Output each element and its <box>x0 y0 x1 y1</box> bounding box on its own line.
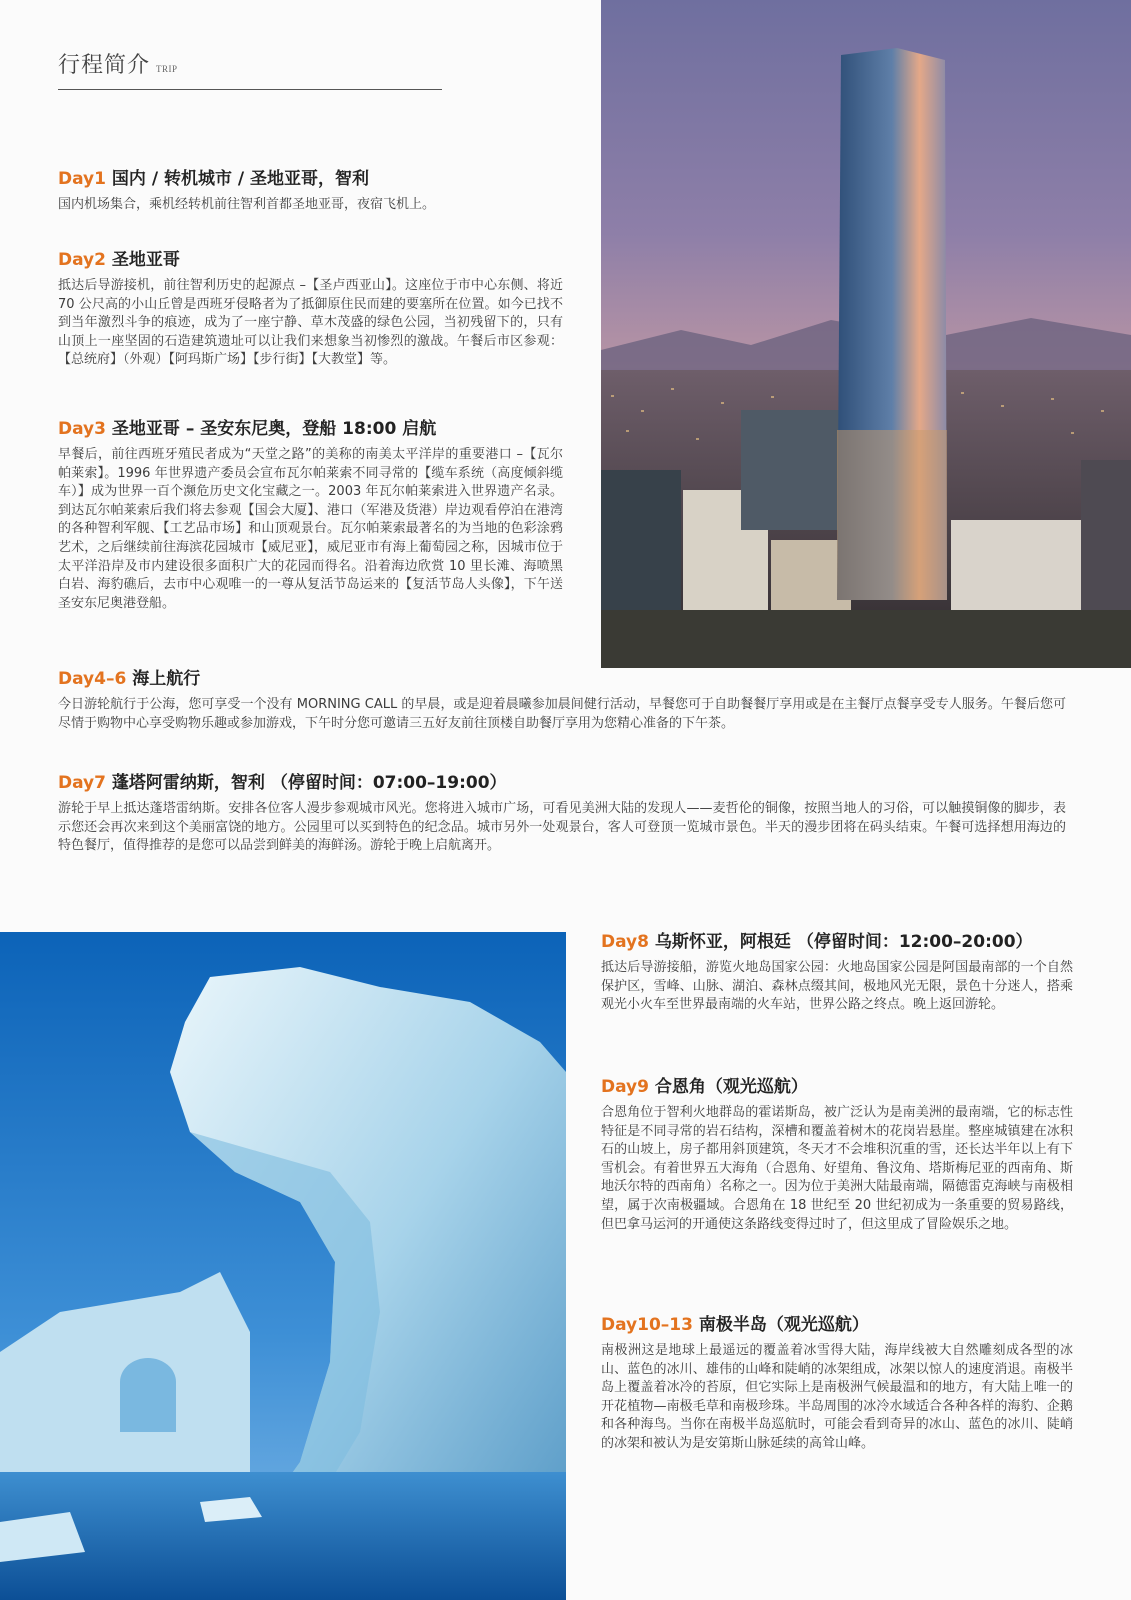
itinerary-day-9 <box>601 1076 1073 1234</box>
day-description: 南极洲这是地球上最遥远的覆盖着冰雪得大陆，海岸线被大自然雕刻成各型的冰山、蓝色的冰川、雄伟的山峰和陡峭的冰架组成，冰架以惊人的速度消退。南极半岛上覆盖着冰冷的苔原，但它实际上是南极洲气候最温和的地方，有大陆上唯一的开花植物—南极毛草和南极珍珠。半岛周围的冰冷水域适合各种各样的海豹、企鹅和各种海鸟。当你在南极半岛巡航时，可能会看到奇异的冰山、蓝色的冰川、陡峭的冰架和被认为是安第斯山脉延续的高耸山峰。 <box>601 1343 1073 1451</box>
day-description: 早餐后，前往西班牙殖民者成为“天堂之路”的美称的南美太平洋岸的重要港口 –【瓦尔帕莱索】。1996 年世界遗产委员会宣布瓦尔帕莱索不同寻常的【缆车系统（高度倾斜缆车）】成为世界一百个濒危历史文化宝藏之一。2003 年瓦尔帕莱索进入世界遗产名录。到达瓦尔帕莱索后我们将去参观【国会大厦】、港口（军港及货港）岸边观看停泊在港湾的各种智利军舰、【工艺品市场】和山顶观景台。瓦尔帕莱索最著名的为当地的色彩涂鸦艺术，之后继续前往海滨花园城市【威尼亚】，威尼亚市有海上葡萄园之称，因城市位于太平洋沿岸及市内建设很多面积广大的花园而得名。沿着海边欣赏 10 里长滩、海喷黑白岩、海豹礁后，去市中心观唯一的一尊从复活节岛运来的【复活节岛人头像】，下午送圣安东尼奥港登船。 <box>58 447 563 611</box>
day-heading <box>601 1314 1073 1336</box>
day-title: 蓬塔阿雷纳斯，智利 （停留时间：07:00–19:00） <box>111 773 507 793</box>
day-description: 抵达后导游接船，游览火地岛国家公园：火地岛国家公园是阿国最南部的一个自然保护区，雪峰、山脉、湖泊、森林点缀其间，极地风光无限，景色十分迷人，搭乘观光小火车至世界最南端的火车站，世界公路之终点。晚上返回游轮。 <box>601 960 1073 1013</box>
itinerary-day-7 <box>58 772 1066 856</box>
day-description: 今日游轮航行于公海，您可享受一个没有 MORNING CALL 的早晨，或是迎着晨曦参加晨间健行活动，早餐您可于自助餐餐厅享用或是在主餐厅点餐享受专人服务。午餐后您可尽情于购物中心享受购物乐趣或参加游戏，下午时分您可邀请三五好友前往顶楼自助餐厅享用为您精心准备的下午茶。 <box>58 697 1066 731</box>
day-number: Day3 <box>58 419 106 439</box>
day-heading <box>58 168 563 190</box>
itinerary-day-1 <box>58 168 563 215</box>
day-number: Day7 <box>58 773 106 793</box>
day-heading <box>58 249 563 271</box>
itinerary-day-2 <box>58 249 563 370</box>
day-number: Day10–13 <box>601 1315 693 1335</box>
itinerary-day-10-13 <box>601 1314 1073 1454</box>
day-title: 圣地亚哥 <box>111 250 180 270</box>
page-subtitle: TRIP <box>156 64 178 74</box>
day-title: 海上航行 <box>132 669 201 689</box>
day-description: 抵达后导游接机，前往智利历史的起源点 –【圣卢西亚山】。这座位于市中心东侧、将近 70 公尺高的小山丘曾是西班牙侵略者为了抵御原住民而建的要塞所在位置。如今已找不到当年激烈斗争的痕迹，成为了一座宁静、草木茂盛的绿色公园，当初残留下的，只有山顶上一座坚固的石造建筑遗址可以让我们来想象当初惨烈的激战。午餐后市区参观：【总统府】（外观）【阿玛斯广场】【步行街】【大教堂】等。 <box>58 278 563 368</box>
header-divider <box>58 89 442 90</box>
iceberg-photo <box>0 932 566 1600</box>
day-heading <box>58 418 563 440</box>
page-header <box>58 48 442 79</box>
day-number: Day1 <box>58 169 106 189</box>
day-description: 合恩角位于智利火地群岛的霍诺斯岛，被广泛认为是南美洲的最南端，它的标志性特征是不同寻常的岩石结构，深槽和覆盖着树木的花岗岩悬崖。整座城镇建在冰积石的山坡上，房子都用斜顶建筑，冬天才不会堆积沉重的雪，还长达半年以上有下雪机会。有着世界五大海角（合恩角、好望角、鲁汶角、塔斯梅尼亚的西南角、斯地沃尔特的西南角）名称之一。因为位于美洲大陆最南端，隔德雷克海峡与南极相望，属于次南极疆域。合恩角在 18 世纪至 20 世纪初成为一条重要的贸易路线，但巴拿马运河的开通使这条路线变得过时了，但这里成了冒险娱乐之地。 <box>601 1105 1073 1232</box>
itinerary-day-8 <box>601 931 1073 1015</box>
day-number: Day8 <box>601 932 649 952</box>
day-heading <box>601 1076 1073 1098</box>
day-description: 国内机场集合，乘机经转机前往智利首都圣地亚哥，夜宿飞机上。 <box>58 197 436 212</box>
day-description: 游轮于早上抵达蓬塔雷纳斯。安排各位客人漫步参观城市风光。您将进入城市广场，可看见美洲大陆的发现人——麦哲伦的铜像，按照当地人的习俗，可以触摸铜像的脚步，表示您还会再次来到这个美丽富饶的地方。公园里可以买到特色的纪念品。城市另外一处观景台，客人可登顶一览城市景色。半天的漫步团将在码头结束。午餐可选择想用海边的特色餐厅，值得推荐的是您可以品尝到鲜美的海鲜汤。游轮于晚上启航离开。 <box>58 801 1066 854</box>
day-title: 合恩角（观光巡航） <box>654 1077 808 1097</box>
day-title: 圣地亚哥 – 圣安东尼奥，登船 18:00 启航 <box>111 419 437 439</box>
santiago-skyline-photo <box>601 0 1131 668</box>
day-number: Day4–6 <box>58 669 127 689</box>
itinerary-day-4-6 <box>58 668 1066 733</box>
day-title: 乌斯怀亚，阿根廷 （停留时间：12:00–20:00） <box>654 932 1033 952</box>
itinerary-day-3 <box>58 418 563 613</box>
page-title: 行程简介 <box>58 53 151 78</box>
day-title: 国内 / 转机城市 / 圣地亚哥，智利 <box>111 169 369 189</box>
day-heading <box>601 931 1073 953</box>
day-title: 南极半岛（观光巡航） <box>698 1315 869 1335</box>
day-number: Day2 <box>58 250 106 270</box>
day-heading <box>58 772 1066 794</box>
day-number: Day9 <box>601 1077 649 1097</box>
day-heading <box>58 668 1066 690</box>
